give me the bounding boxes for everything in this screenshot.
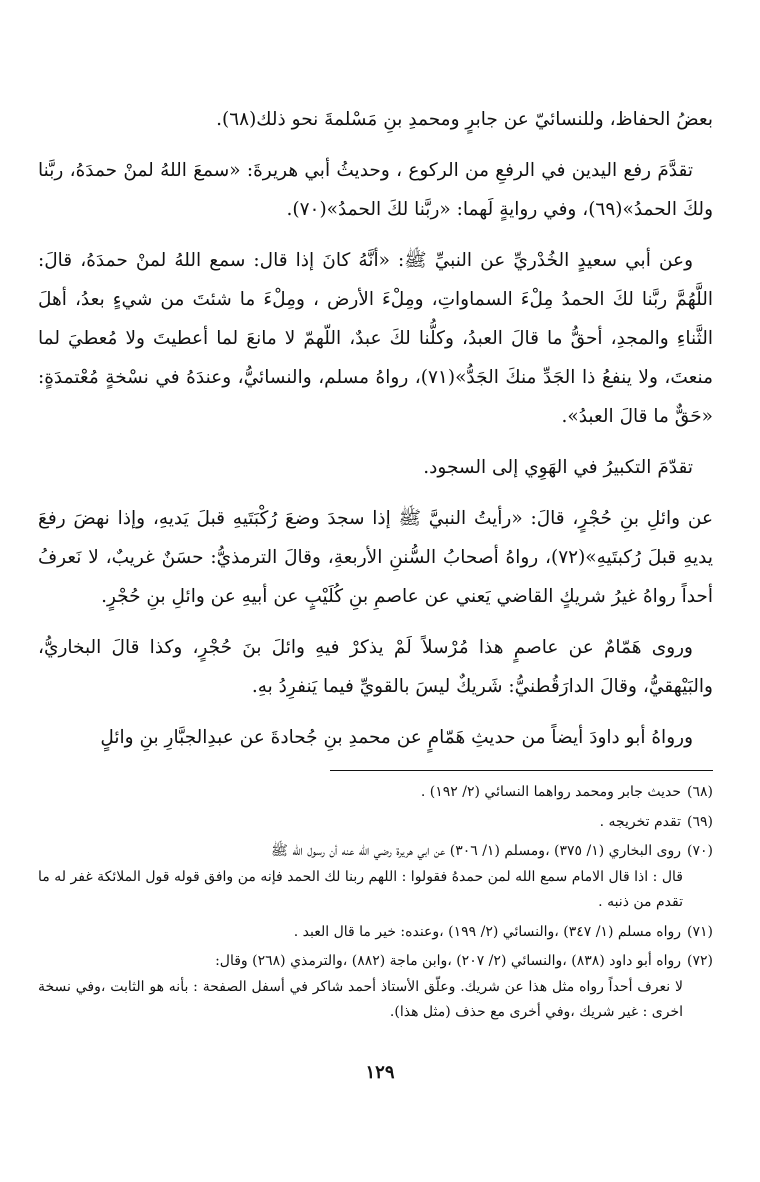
paragraph-1: بعضُ الحفاظ، وللنسائيّ عن جابرٍ ومحمدِ بنِ مَسْلمةَ نحو ذلك(٦٨). — [216, 109, 713, 130]
footnote-text: تقدم تخريجه . — [599, 813, 682, 830]
paragraph-5: عن وائلِ بنِ حُجْرٍ، قالَ: «رأيتُ النبيَّ ﷺ إذا سجدَ وضعَ رُكْبَتَيهِ قبلَ يَديهِ، وإذا نهضَ رفعَ يديهِ قبلَ رُكبتَيهِ»(٧٢)، رواهُ أصحابُ السُّننِ الأربعةِ، وقالَ الترمذيُّ: حسَنٌ غريبٌ، لا نَعرفُ أحداً رواهُ غيرُ شريكٍ القاضي يَعني عن عاصمِ بنِ كُلَيْبٍ عن أبيهِ عن وائلِ بنِ حُجْرٍ. — [38, 508, 713, 607]
paragraph-2: تقدَّمَ رفع اليدين في الرفعِ من الركوع ، وحديثُ أبي هريرةَ: «سمعَ اللهُ لمنْ حمدَهُ، ربَّنا ولكَ الحمدُ»(٦٩)، وفي روايةٍ لَهما: «ربَّنا لكَ الحمدُ»(٧٠). — [38, 160, 713, 220]
page-number: ١٢٩ — [365, 1062, 395, 1083]
footnote-continuation: قال : اذا قال الامام سمع الله لمن حمدهُ فقولوا : اللهم ربنا لك الحمد فإنه من وافق قوله قول الملائكة غفر له ما تقدم من ذنبه . — [38, 868, 683, 910]
footnotes — [38, 780, 713, 1030]
footnote-text: روى البخاري (١/ ٣٧٥) ،ومسلم (١/ ٣٠٦) عن ابي هريرة رضي الله عنه أن رسول الله ﷺ — [270, 843, 682, 859]
footnote-71 — [38, 920, 713, 946]
footnote-number: (٦٨) — [687, 784, 713, 800]
paragraph-6: وروى هَمّامٌ عن عاصمٍ هذا مُرْسلاً لَمْ يذكرْ فيهِ وائلَ بنَ حُجْرٍ، وكذا قالَ البخاريُّ، والبَيْهقيُّ، وقالَ الدارَقُطنيُّ: شَريكٌ ليسَ بالقويِّ فيما يَنفرِدُ بهِ. — [38, 637, 713, 697]
footnote-number: (٦٩) — [687, 813, 713, 830]
footnote-69 — [38, 810, 713, 836]
footnote-number: (٧١) — [687, 923, 713, 940]
footnote-text: رواه مسلم (١/ ٣٤٧) ،والنسائي (٢/ ١٩٩) ،وعنده: خير ما قال العبد . — [293, 923, 682, 940]
paragraph-7: ورواهُ أبو داودَ أيضاً من حديثِ هَمّامٍ عن محمدِ بنِ جُحادةَ عن عبدِالجبَّارِ بنِ وائلٍ — [100, 727, 693, 748]
footnote-text: حديث جابر ومحمد رواهما النسائي (٢/ ١٩٢) . — [420, 784, 682, 800]
footnote-72 — [38, 949, 713, 1026]
footnote-number: (٧٢) — [687, 953, 713, 969]
footnote-separator — [330, 770, 713, 771]
footnote-70 — [38, 839, 713, 916]
footnote-text: رواه أبو داود (٨٣٨) ،والنسائي (٢/ ٢٠٧) ،وابن ماجة (٨٨٢) ،والترمذي (٢٦٨) وقال: — [215, 953, 682, 969]
footnote-number: (٧٠) — [687, 843, 713, 859]
paragraph-4: تقدّمَ التكبيرُ في الهَوِي إلى السجود. — [423, 457, 693, 478]
footnote-68 — [38, 780, 713, 806]
main-text — [38, 100, 713, 769]
footnote-continuation: لا نعرف أحداً رواه مثل هذا عن شريك. وعلّق الأستاذ أحمد شاكر في أسفل الصفحة : بأنه هو الثابت ،وفي نسخة اخرى : غير شريك ،وفي أخرى مع حذف (مثل هذا). — [38, 978, 683, 1020]
paragraph-3: وعن أبي سعيدٍ الخُدْريِّ عن النبيِّ ﷺ: «أنَّهُ كانَ إذا قال: سمع اللهُ لمنْ حمدَهُ، قالَ: اللَّهُمَّ ربَّنا لكَ الحمدُ مِلْءَ السماواتِ، ومِلْءَ الأرض ، ومِلْءَ ما شئتَ من شيءٍ بعدُ، أهلَ الثَّناءِ والمجدِ، أحقُّ ما قالَ العبدُ، وكلُّنا لكَ عبدٌ، اللّهمّ لا مانعَ لما أعطيتَ ولا مُعطيَ لما منعتَ، ولا ينفعُ ذا الجَدِّ منكَ الجَدُّ»(٧١)، رواهُ مسلم، والنسائيُّ، وعندَهُ في نسْخةٍ مُعْتمدَةٍ: «حَقٌّ ما قالَ العبدُ». — [38, 250, 713, 427]
